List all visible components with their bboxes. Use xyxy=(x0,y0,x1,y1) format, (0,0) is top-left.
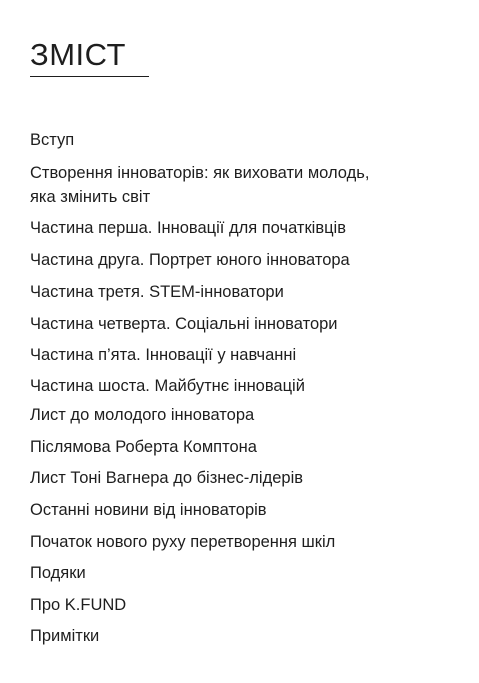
toc-item-part-one[interactable]: Частина перша. Інновації для початківців xyxy=(30,219,346,237)
toc-item-latest-news[interactable]: Останні новини від інноваторів xyxy=(30,501,267,519)
toc-item-letter-business-leaders[interactable]: Лист Тоні Вагнера до бізнес-лідерів xyxy=(30,469,303,487)
page-title: ЗМІСТ xyxy=(30,37,126,72)
toc-item-part-four[interactable]: Частина четверта. Соціальні інноватори xyxy=(30,315,338,333)
toc-item-creating-innovators[interactable]: Створення інноваторів: як виховати молодь, xyxy=(30,164,370,182)
toc-item-creating-innovators-cont[interactable]: яка змінить світ xyxy=(30,188,151,206)
toc-item-part-six[interactable]: Частина шоста. Майбутнє інновацій xyxy=(30,377,305,395)
toc-item-intro[interactable]: Вступ xyxy=(30,131,75,149)
toc-item-part-three[interactable]: Частина третя. STEM-інноватори xyxy=(30,283,284,301)
title-underline xyxy=(30,76,149,77)
toc-item-about-kfund[interactable]: Про K.FUND xyxy=(30,596,127,614)
toc-item-afterword[interactable]: Післямова Роберта Комптона xyxy=(30,438,257,456)
toc-item-letter-young-innovator[interactable]: Лист до молодого інноватора xyxy=(30,406,255,424)
toc-item-new-movement[interactable]: Початок нового руху перетворення шкіл xyxy=(30,533,336,551)
toc-item-acknowledgements[interactable]: Подяки xyxy=(30,564,86,582)
toc-item-part-five[interactable]: Частина п’ята. Інновації у навчанні xyxy=(30,346,297,364)
toc-item-notes[interactable]: Примітки xyxy=(30,627,100,645)
toc-item-part-two[interactable]: Частина друга. Портрет юного інноватора xyxy=(30,251,350,269)
